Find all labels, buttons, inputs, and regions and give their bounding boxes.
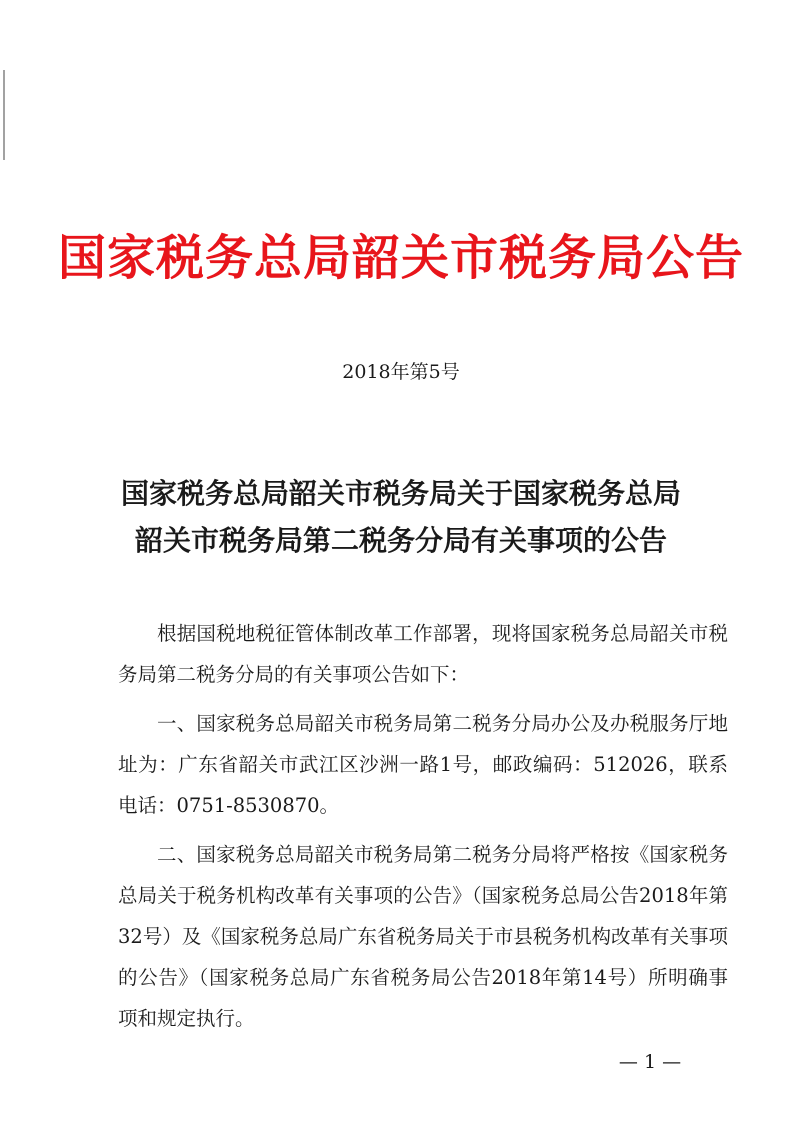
document-number: 2018年第5号 <box>342 361 460 383</box>
subject-line-1: 国家税务总局韶关市税务局关于国家税务总局 <box>120 477 681 510</box>
subject-line-2: 韶关市税务局第二税务分局有关事项的公告 <box>134 524 667 557</box>
page-number: — 1 — <box>618 1051 682 1073</box>
scan-edge-mark <box>3 70 5 160</box>
document-body <box>118 613 728 1047</box>
paragraph-item-1: 一、国家税务总局韶关市税务局第二税务分局办公及办税服务厅地址为：广东省韶关市武江区沙洲一路1号，邮政编码：512026，联系电话：0751-8530870。 <box>118 712 728 817</box>
paragraph-item-2: 二、国家税务总局韶关市税务局第二税务分局将严格按《国家税务总局关于税务机构改革有关事项的公告》（国家税务总局公告2018年第32号）及《国家税务总局广东省税务局关于市县税务机构改革有关事项的公告》（国家税务总局广东省税务局公告2018年第14号）所明确事项和规定执行。 <box>118 843 728 1030</box>
document-header-title: 国家税务总局韶关市税务局公告 <box>57 230 744 286</box>
document-subject <box>60 470 742 564</box>
paragraph-intro: 根据国税地税征管体制改革工作部署，现将国家税务总局韶关市税务局第二税务分局的有关事项公告如下： <box>118 622 728 686</box>
